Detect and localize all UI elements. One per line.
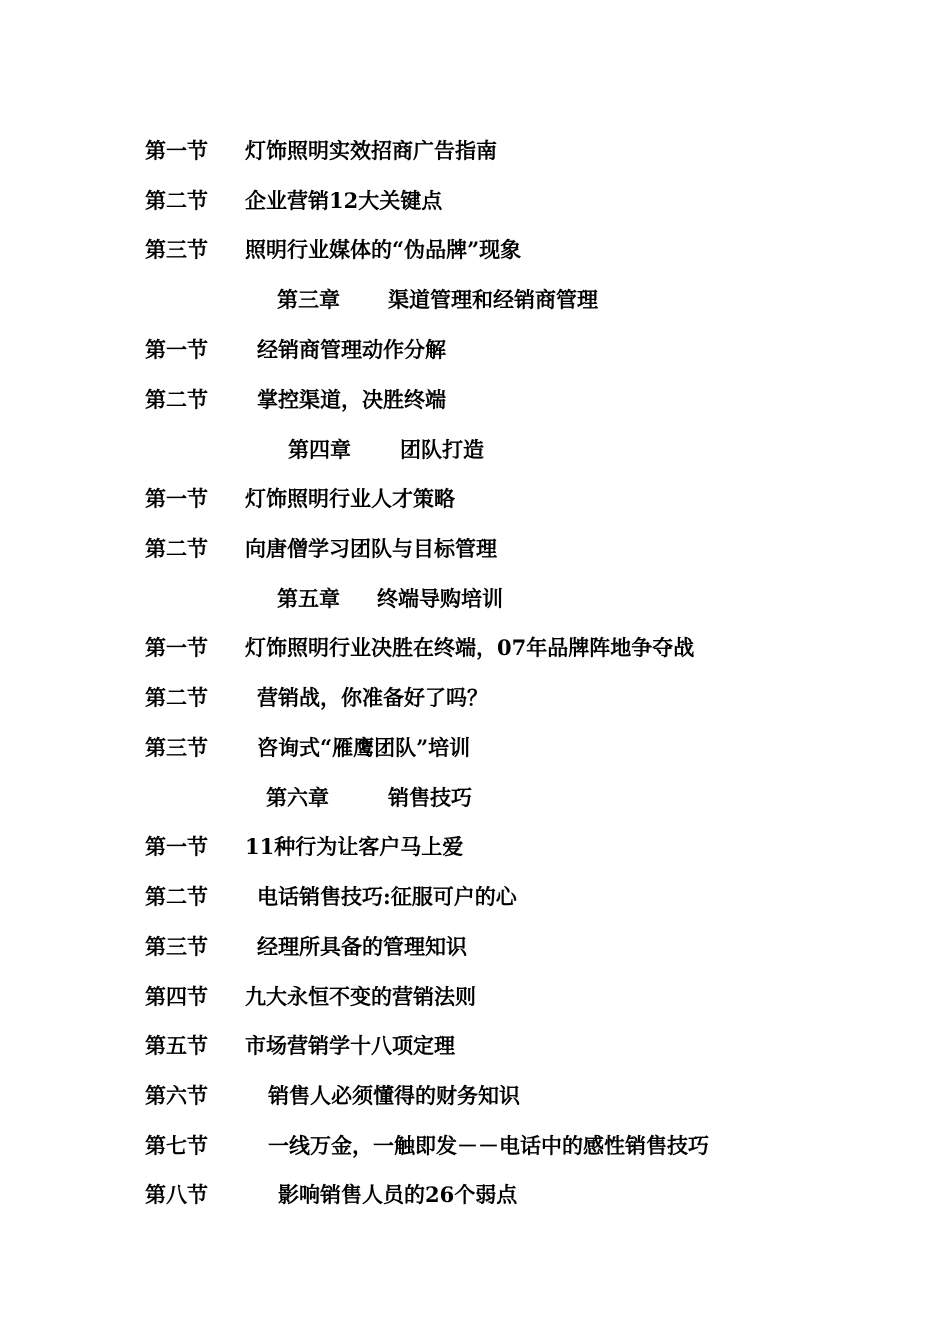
section-label: 第二节 [145,884,208,909]
section-title: 一线万金，一触即发－－电话中的感性销售技巧 [268,1133,709,1158]
chapter-label: 第六章 [266,785,329,810]
chapter-label: 第四章 [288,437,351,462]
section-title: 经销商管理动作分解 [257,337,446,362]
section-title: 向唐僧学习团队与目标管理 [245,536,497,561]
section-title: 灯饰照明实效招商广告指南 [245,138,497,163]
section-title: 灯饰照明行业人才策略 [245,486,455,511]
section-label: 第五节 [145,1033,208,1058]
section-title: 咨询式“雁鹰团队”培训 [257,735,471,760]
chapter-title: 销售技巧 [388,785,472,810]
section-title: 影响销售人员的26个弱点 [278,1182,518,1207]
section-label: 第一节 [145,337,208,362]
chapter-title: 团队打造 [400,437,484,462]
section-label: 第三节 [145,735,208,760]
section-title: 经理所具备的管理知识 [257,934,467,959]
chapter-label: 第五章 [277,586,340,611]
chapter-title: 终端导购培训 [377,586,503,611]
section-title: 市场营销学十八项定理 [245,1033,455,1058]
section-label: 第二节 [145,387,208,412]
section-label: 第四节 [145,984,208,1009]
section-label: 第二节 [145,188,208,213]
section-label: 第一节 [145,486,208,511]
section-label: 第六节 [145,1083,208,1108]
section-title: 九大永恒不变的营销法则 [245,984,476,1009]
section-label: 第二节 [145,685,208,710]
section-title: 营销战，你准备好了吗？ [257,685,488,710]
section-label: 第三节 [145,237,208,262]
section-label: 第一节 [145,635,208,660]
section-title: 11种行为让客户马上爱 [245,834,464,859]
section-label: 第八节 [145,1182,208,1207]
section-title: 销售人必须懂得的财务知识 [268,1083,520,1108]
section-label: 第二节 [145,536,208,561]
section-title: 灯饰照明行业决胜在终端，07年品牌阵地争夺战 [245,635,695,660]
chapter-label: 第三章 [277,287,340,312]
section-label: 第一节 [145,834,208,859]
section-title: 照明行业媒体的“伪品牌”现象 [245,237,522,262]
section-title: 企业营销12大关键点 [245,188,443,213]
section-title: 电话销售技巧:征服可户的心 [257,884,517,909]
chapter-title: 渠道管理和经销商管理 [388,287,598,312]
section-label: 第一节 [145,138,208,163]
section-label: 第三节 [145,934,208,959]
section-title: 掌控渠道，决胜终端 [257,387,446,412]
section-label: 第七节 [145,1133,208,1158]
